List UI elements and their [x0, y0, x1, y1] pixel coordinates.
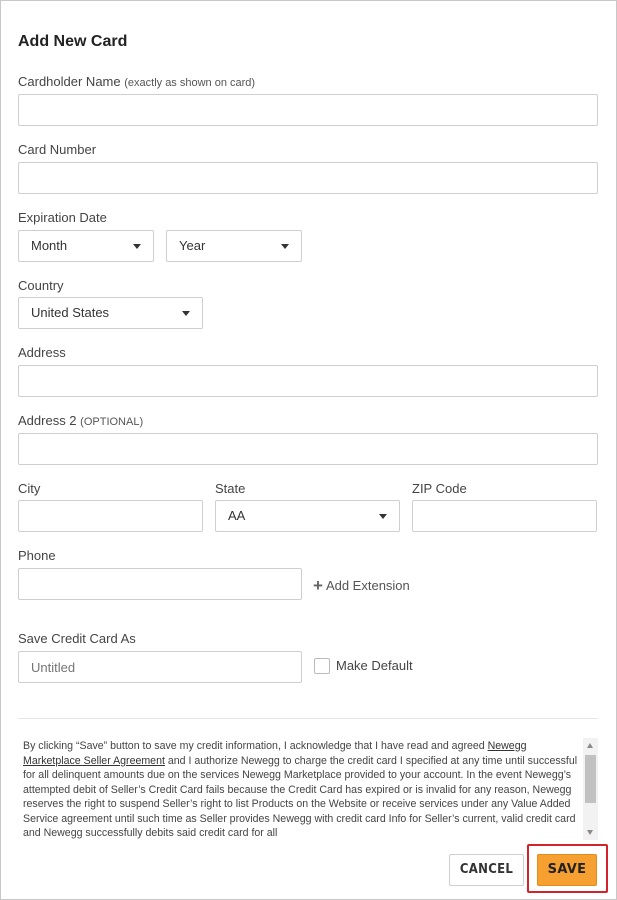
save-as-label: Save Credit Card As	[18, 631, 136, 646]
country-label: Country	[18, 278, 64, 293]
country-value: United States	[31, 305, 110, 320]
city-input[interactable]	[18, 500, 203, 532]
address-input[interactable]	[18, 365, 598, 397]
scroll-down-icon[interactable]	[587, 830, 593, 835]
add-extension-label: Add Extension	[325, 578, 410, 593]
agreement-text: By clicking “Save” button to save my credit information, I acknowledge that I have read and agreed Newegg Marketplace Seller Agreement and I authorize Newegg to charge the credit card I specified at any time until successful for all delinquent amounts due on the services Newegg Marketplace provided to your account. In the event Newegg’s attempted debit of Seller’s Credit Card fails because the Credit Card has expired or is invalid for any reason, Newegg reserves the right to suspend Seller’s right to list Products on the Website or receive services under any Value Added Service agreement until such time as Seller provides Newegg with credit card Info for Seller’s current, valid credit card and Newegg successfully debits said credit card for all	[23, 740, 578, 839]
scroll-up-icon[interactable]	[587, 743, 593, 748]
plus-icon: +	[313, 576, 323, 595]
make-default-checkbox[interactable]	[314, 658, 330, 674]
expiration-label: Expiration Date	[18, 210, 107, 225]
city-label: City	[18, 481, 41, 496]
caret-down-icon	[182, 311, 190, 316]
zip-input[interactable]	[412, 500, 597, 532]
cardholder-input[interactable]	[18, 94, 598, 126]
address2-label: Address 2 (OPTIONAL)	[18, 413, 144, 428]
caret-down-icon	[379, 514, 387, 519]
state-value: AA	[228, 508, 246, 523]
card-number-input[interactable]	[18, 162, 598, 194]
country-select[interactable]	[18, 297, 203, 329]
cancel-button[interactable]: CANCEL	[449, 854, 524, 886]
divider	[18, 718, 598, 719]
card-number-label: Card Number	[18, 142, 97, 157]
phone-label: Phone	[18, 548, 56, 563]
agreement-box[interactable]	[18, 738, 598, 840]
expiration-month-value: Month	[31, 238, 68, 253]
scroll-thumb[interactable]	[585, 755, 596, 803]
phone-input[interactable]	[18, 568, 302, 600]
expiration-year-value: Year	[179, 238, 206, 253]
address-label: Address	[18, 345, 66, 360]
cardholder-label: Cardholder Name (exactly as shown on card)	[18, 74, 256, 89]
save-as-input[interactable]	[18, 651, 302, 683]
expiration-year-select[interactable]	[166, 230, 302, 262]
state-label: State	[215, 481, 246, 496]
make-default-label: Make Default	[336, 658, 413, 673]
add-extension-link[interactable]	[313, 575, 410, 595]
caret-down-icon	[281, 244, 289, 249]
caret-down-icon	[133, 244, 141, 249]
zip-label: ZIP Code	[412, 481, 467, 496]
save-button[interactable]: SAVE	[537, 854, 597, 886]
expiration-month-select[interactable]	[18, 230, 154, 262]
address2-input[interactable]	[18, 433, 598, 465]
dialog-title: Add New Card	[18, 33, 128, 50]
state-select[interactable]	[215, 500, 400, 532]
seller-agreement-link[interactable]: Newegg Marketplace Seller Agreement	[23, 740, 527, 767]
agreement-scrollbar[interactable]	[583, 738, 598, 840]
